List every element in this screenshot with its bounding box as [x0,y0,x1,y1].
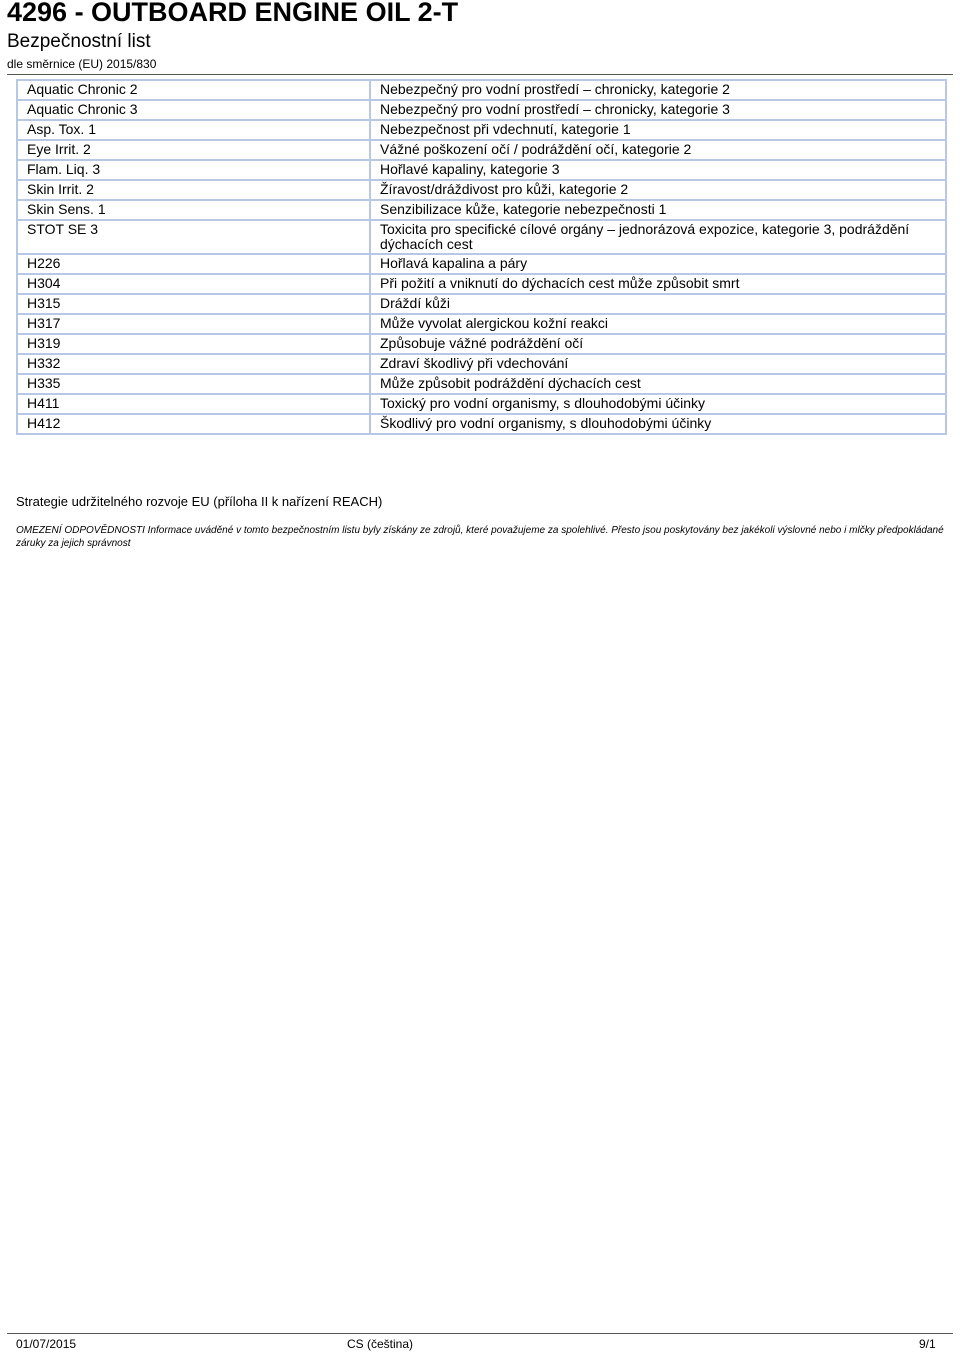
hazard-code-cell: Skin Irrit. 2 [17,180,370,200]
hazard-description-cell: Hořlavá kapalina a páry [370,254,946,274]
disclaimer: OMEZENÍ ODPOVĚDNOSTI Informace uváděné v tomto bezpečnostním listu byly získány ze zdrojů, které považujeme za spolehlivé. Přesto jsou poskytovány bez jakékoli výslovné nebo i mlčky předpokládané záruky za jejich správnost [16,525,944,549]
footer-divider [7,1333,953,1334]
hazard-description-cell: Toxicita pro specifické cílové orgány – jednorázová expozice, kategorie 3, podráždění dýchacích cest [370,220,946,254]
document-header [7,0,458,71]
hazard-code-cell: STOT SE 3 [17,220,370,254]
hazard-description-cell: Při požití a vniknutí do dýchacích cest může způsobit smrt [370,274,946,294]
hazard-description-cell: Zdraví škodlivý při vdechování [370,354,946,374]
table-row [17,294,946,314]
footer-date: 01/07/2015 [16,1337,77,1351]
table-row [17,120,946,140]
table-row [17,354,946,374]
reach-strategy-note: Strategie udržitelného rozvoje EU (příloha II k nařízení REACH) [16,494,383,509]
hazard-description-cell: Nebezpečný pro vodní prostředí – chronicky, kategorie 3 [370,100,946,120]
hazard-code-cell: H226 [17,254,370,274]
hazard-description-cell: Vážné poškození očí / podráždění očí, kategorie 2 [370,140,946,160]
hazard-code-cell: H319 [17,334,370,354]
hazard-code-cell: H412 [17,414,370,434]
hazard-description-cell: Může způsobit podráždění dýchacích cest [370,374,946,394]
table-row [17,334,946,354]
document-subtitle: Bezpečnostní list [7,31,151,52]
table-row [17,394,946,414]
header-divider [7,74,953,75]
table-row [17,80,946,100]
hazard-description-cell: Způsobuje vážné podráždění očí [370,334,946,354]
table-row [17,274,946,294]
footer-language: CS (čeština) [347,1337,414,1351]
table-row [17,374,946,394]
hazard-code-cell: Asp. Tox. 1 [17,120,370,140]
hazard-code-cell: H411 [17,394,370,414]
hazard-description-cell: Může vyvolat alergickou kožní reakci [370,314,946,334]
hazard-code-cell: H335 [17,374,370,394]
hazard-code-cell: H315 [17,294,370,314]
hazard-code-cell: H304 [17,274,370,294]
hazard-description-cell: Nebezpečnost při vdechnutí, kategorie 1 [370,120,946,140]
table-row [17,160,946,180]
hazard-code-cell: H332 [17,354,370,374]
hazard-description-cell: Žíravost/dráždivost pro kůži, kategorie 2 [370,180,946,200]
hazard-description-cell: Dráždí kůži [370,294,946,314]
hazard-code-cell: Skin Sens. 1 [17,200,370,220]
document-title: 4296 - OUTBOARD ENGINE OIL 2-T [7,0,459,24]
hazard-description-cell: Nebezpečný pro vodní prostředí – chronicky, kategorie 2 [370,80,946,100]
table-row [17,140,946,160]
hazard-code-cell: Aquatic Chronic 2 [17,80,370,100]
table-row [17,414,946,434]
table-row [17,200,946,220]
hazard-classification-table [16,79,947,435]
hazard-description-cell: Toxický pro vodní organismy, s dlouhodobými účinky [370,394,946,414]
hazard-description-cell: Hořlavé kapaliny, kategorie 3 [370,160,946,180]
hazard-code-cell: Flam. Liq. 3 [17,160,370,180]
table-row [17,254,946,274]
footer-page-number: 9/1 [919,1337,936,1351]
hazard-code-cell: Eye Irrit. 2 [17,140,370,160]
table-row [17,220,946,254]
regulation-reference: dle směrnice (EU) 2015/830 [7,57,157,71]
table-row [17,100,946,120]
hazard-code-cell: H317 [17,314,370,334]
hazard-code-cell: Aquatic Chronic 3 [17,100,370,120]
hazard-description-cell: Senzibilizace kůže, kategorie nebezpečnosti 1 [370,200,946,220]
hazard-description-cell: Škodlivý pro vodní organismy, s dlouhodobými účinky [370,414,946,434]
table-row [17,180,946,200]
table-row [17,314,946,334]
